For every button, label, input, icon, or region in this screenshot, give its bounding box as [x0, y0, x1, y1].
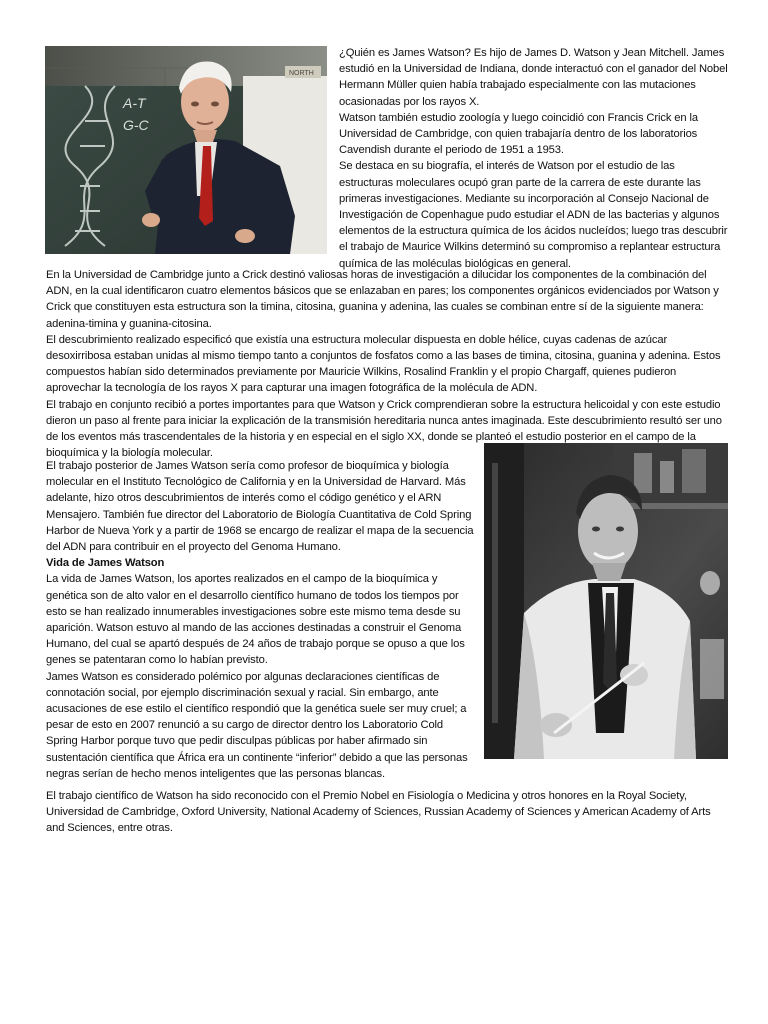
text-block-career	[46, 458, 474, 782]
paragraph-cambridge: Watson también estudio zoología y luego coincidió con Francis Crick en la Universidad de Cambridge, con quien trabajaría dentro de los laboratorios Cavendish durante el periodo de 1951 a 1953.	[339, 111, 698, 157]
photo-watson-chalkboard-image	[45, 46, 327, 254]
paragraph-controversy: James Watson es considerado polémico por algunas declaraciones científicas de connotación social, por ejemplo discriminación sexual y racial. Sin embargo, ante acusaciones de ese estilo el científico respondió que la genética suele ser muy cruel; a pesar de esto en 2007 renunció a su cargo de director dentro los Laboratorio Cold Spring Harbor porque tuvo que pedir disculpas públicas por haber afirmado sin sustentación científica que África era un continente “inferior” debido a que las personas negras serían de hecho menos inteligentes que las personas blancas.	[46, 670, 468, 780]
section-heading: Vida de James Watson	[46, 557, 165, 570]
sign-text: NORTH	[289, 70, 314, 77]
paragraph-double-helix: El descubrimiento realizado especificó que existía una estructura molecular dispuesta en doble hélice, cuyas cadenas de azúcar desoxirribosa estaban unidas al mismo tiempo tanto a conjuntos de fosfatos como a las bases de timina, citosina, guanina y adenina. Estos compuestos habían sido determinados previamente por Mauricie Wilkins, Rosalind Franklin y el propio Chargaff, quienes pudieron aprovechar la tecnología de los rayos X para capturar una imagen fotográfica de la molécula de ADN.	[46, 333, 721, 395]
paragraph-joint-work: El trabajo en conjunto recibió a portes importantes para que Watson y Crick comprendieran sobre la estructura helicoidal y con este estudio dieron un paso al frente para iniciar la explicación de la transmisión hereditaria nunca antes imaginada. Este descubrimiento resultó ser uno de los eventos más trascendentales de la historia y en especial en el siglo XX, donde se planteó el estudio posterior en el campo de la bioquímica y la biología molecular.	[46, 398, 722, 460]
paragraph-origin: ¿Quién es James Watson? Es hijo de James D. Watson y Jean Mitchell. James estudió en la Universidad de Indiana, donde interactuó con el ganador del Nobel Hermann Müller quien había trabajado especialmente con las mutaciones ocasionadas por los rayos X.	[339, 47, 728, 108]
paragraph-honors: El trabajo científico de Watson ha sido reconocido con el Premio Nobel en Fisiología o Medicina y otros honores en la Royal Society, Universidad de Cambridge, Oxford University, National Academy of Sciences, Russian Academy of Sciences y American Academy of Arts and Sciences, entre otras.	[46, 790, 711, 835]
photo-watson-lab	[484, 443, 728, 759]
paragraph-life: La vida de James Watson, los aportes realizados en el campo de la bioquímica y genética son de alto valor en el desarrollo científico humano de todos los tiempos por esto se han realizado innumerables investigaciones sobre este mismo tema desde su aparición. Watson estuvo al mando de las acciones destinadas a construir el Genoma Humano, del cual se apartó después de 24 años de trabajo porque se opuso a que los genes se patentaran como lo habían previsto.	[46, 573, 465, 667]
text-block-intro	[339, 45, 731, 272]
text-block-honors	[46, 788, 726, 837]
photo-watson-chalkboard	[45, 46, 327, 254]
paragraph-later-work: El trabajo posterior de James Watson sería como profesor de bioquímica y biología molecular en el Instituto Tecnológico de California y en la Universidad de Harvard. Más adelante, hizo otros descubrimientos de interés como el código genético y el ARN Mensajero. También fue director del Laboratorio de Biología Cuantitativa de Cold Spring Harbor de Nueva York y a partir de 1968 se encargo de realizar el mapa de la secuencia del ADN para contribuir en el proyecto del Genoma Humano.	[46, 460, 474, 554]
text-block-discovery	[46, 267, 726, 461]
paragraph-structures: Se destaca en su biografía, el interés de Watson por el estudio de las estructuras moleculares ocupó gran parte de la carrera de este durante las primeras investigaciones. Mediante su incorporación al Consejo Nacional de Investigación de Copenhague pudo estudiar el ADN de las bacterias y algunos elementos de la estructura química de los ácidos nucleídos; luego tras descubrir el trabajo de Maurice Wilkins determinó su compromiso a replantear estructura química de las moléculas biológicas en general.	[339, 160, 728, 270]
photo-watson-lab-image	[484, 443, 728, 759]
chalk-text-gc: G-C	[123, 117, 149, 133]
chalk-text-at: A-T	[123, 95, 146, 111]
paragraph-dna-components: En la Universidad de Cambridge junto a Crick destinó valiosas horas de investigación a dilucidar los componentes de la combinación del ADN, en la cual identificaron cuatro elementos básicos que se enlazaban en pares; los componentes orgánicos evidenciados por Watson y Crick que constituyen esta estructura son la timina, citosina, guanina y adenina, las cuales se combinan entre sí de la siguiente manera: adenina-timina y guanina-citosina.	[46, 269, 719, 330]
